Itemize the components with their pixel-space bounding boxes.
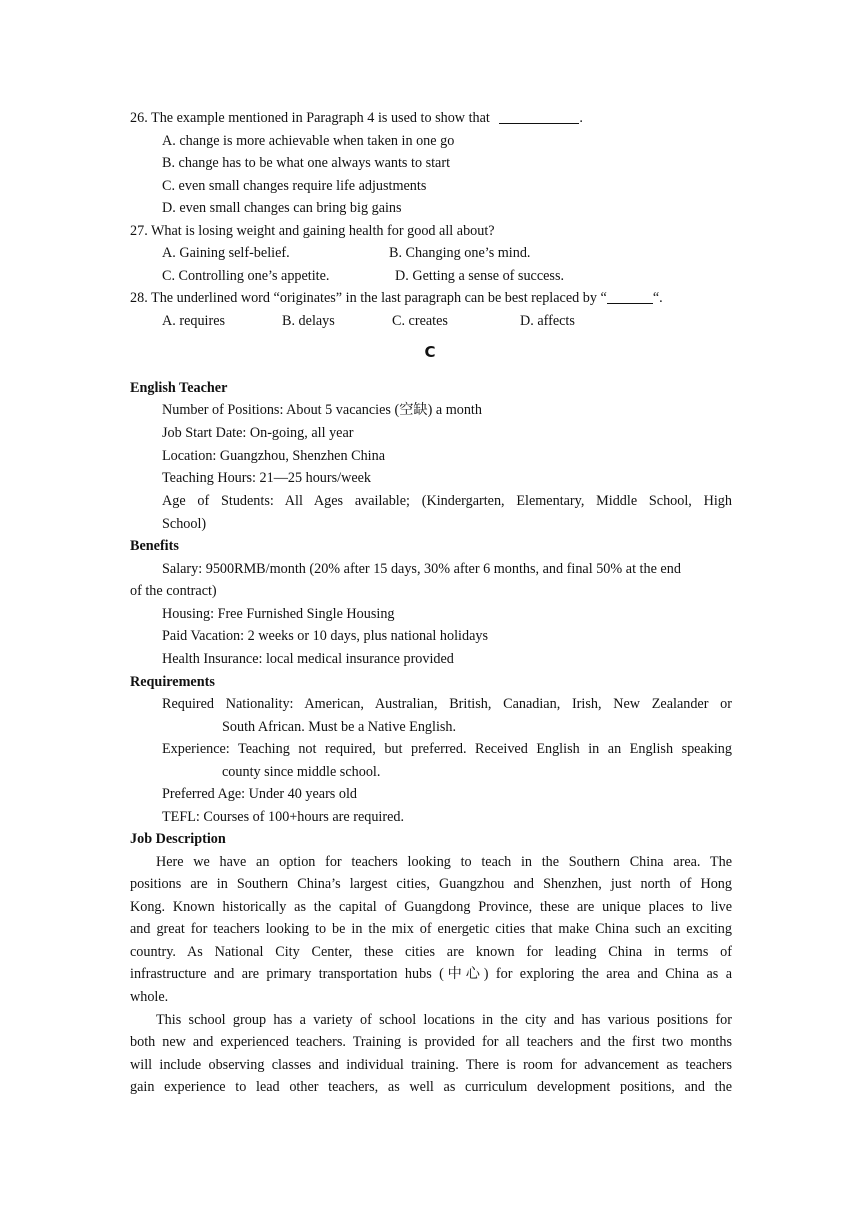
paragraph-2-line: gain experience to lead other teachers, as well as curriculum development positions, and the	[130, 1079, 732, 1095]
positions-line: Number of Positions: About 5 vacancies (空缺) a month	[162, 402, 482, 418]
question-28-end: “.	[652, 290, 663, 306]
location-line: Location: Guangzhou, Shenzhen China	[162, 448, 386, 464]
paragraph-1-line: country. As National City Center, these cities are known for leading China in terms of	[130, 944, 732, 960]
experience-line-2: county since middle school.	[222, 764, 381, 780]
question-28	[130, 288, 663, 308]
question-28-stem: 28. The underlined word “originates” in the last paragraph can be best replaced by “	[130, 290, 607, 306]
paragraph-1-line: Here we have an option for teachers looking to teach in the Southern China area. The	[156, 854, 732, 870]
option-28-d: D. affects	[520, 313, 575, 329]
option-26-b: B. change has to be what one always wants to start	[162, 155, 451, 171]
question-26	[130, 108, 583, 128]
age-line-2: School)	[162, 516, 207, 532]
option-26-a: A. change is more achievable when taken in one go	[162, 133, 455, 149]
option-27-b: B. Changing one’s mind.	[389, 245, 531, 261]
option-26-c: C. even small changes require life adjustments	[162, 178, 427, 194]
salary-line-1: Salary: 9500RMB/month (20% after 15 days, 30% after 6 months, and final 50% at the end	[162, 561, 681, 577]
option-26-d: D. even small changes can bring big gains	[162, 200, 402, 216]
nationality-line-2: South African. Must be a Native English.	[222, 719, 457, 735]
salary-line-2: of the contract)	[130, 583, 217, 599]
heading-requirements: Requirements	[130, 674, 215, 690]
answer-blank	[499, 109, 579, 124]
paragraph-1-line: and great for teachers looking to be in the mix of energetic cities that make China such an exciting	[130, 921, 732, 937]
vacation-line: Paid Vacation: 2 weeks or 10 days, plus national holidays	[162, 628, 488, 644]
paragraph-2-line: This school group has a variety of school locations in the city and has various positions for	[156, 1012, 732, 1028]
paragraph-2-line: both new and experienced teachers. Training is provided for all teachers and the first two months	[130, 1034, 732, 1050]
option-28-c: C. creates	[392, 313, 448, 329]
option-28-b: B. delays	[282, 313, 335, 329]
tefl-line: TEFL: Courses of 100+hours are required.	[162, 809, 405, 825]
answer-blank	[607, 289, 653, 304]
heading-job-description: Job Description	[130, 831, 226, 847]
housing-line: Housing: Free Furnished Single Housing	[162, 606, 395, 622]
paragraph-2-line: will include observing classes and individual training. There is room for advancement as teachers	[130, 1057, 732, 1073]
question-26-end: .	[579, 110, 583, 126]
nationality-line-1: Required Nationality: American, Australian, British, Canadian, Irish, New Zealander or	[162, 696, 732, 712]
paragraph-1-line: whole.	[130, 989, 169, 1005]
preferred-age-line: Preferred Age: Under 40 years old	[162, 786, 358, 802]
paragraph-1-line: positions are in Southern China’s largest cities, Guangzhou and Shenzhen, just north of Hong	[130, 876, 732, 892]
paragraph-1-line: infrastructure and are primary transportation hubs (中心) for exploring the area and China as a	[130, 966, 732, 982]
question-27-stem: 27. What is losing weight and gaining health for good all about?	[130, 223, 495, 239]
option-27-a: A. Gaining self-belief.	[162, 245, 290, 261]
heading-benefits: Benefits	[130, 538, 179, 554]
insurance-line: Health Insurance: local medical insurance provided	[162, 651, 454, 667]
experience-line-1: Experience: Teaching not required, but preferred. Received English in an English speaking	[162, 741, 732, 757]
option-28-a: A. requires	[162, 313, 226, 329]
heading-english-teacher: English Teacher	[130, 380, 228, 396]
section-heading: C	[424, 343, 436, 361]
paragraph-1-line: Kong. Known historically as the capital of Guangdong Province, these are unique places to live	[130, 899, 732, 915]
hours-line: Teaching Hours: 21—25 hours/week	[162, 470, 372, 486]
option-27-c: C. Controlling one’s appetite.	[162, 268, 330, 284]
age-line-1: Age of Students: All Ages available; (Kindergarten, Elementary, Middle School, High	[162, 493, 732, 509]
question-26-stem: 26. The example mentioned in Paragraph 4 is used to show that	[130, 110, 490, 126]
start-date-line: Job Start Date: On-going, all year	[162, 425, 354, 441]
option-27-d: D. Getting a sense of success.	[395, 268, 565, 284]
